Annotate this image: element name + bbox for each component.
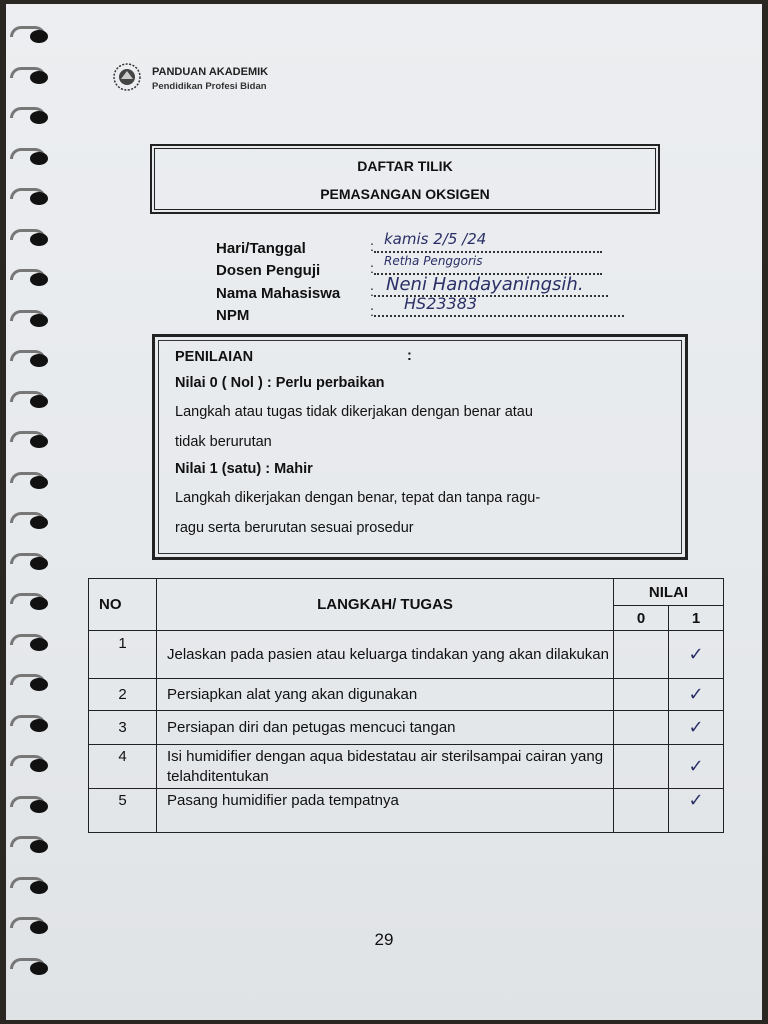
row-value-1-check: ✓	[669, 631, 724, 679]
hari-colon: :	[370, 238, 374, 254]
header-title: PANDUAN AKADEMIK	[152, 66, 269, 78]
row-task: Persiapkan alat yang akan digunakan	[157, 679, 614, 711]
penilaian-box	[152, 334, 688, 560]
row-task: Pasang humidifier pada tempatnya	[157, 789, 614, 833]
nilai0-desc-line1: Langkah atau tugas tidak dikerjakan dengan benar atau	[175, 404, 533, 420]
table-row	[89, 789, 724, 833]
table-row	[89, 711, 724, 745]
spiral-ring	[6, 470, 50, 490]
penilaian-colon: :	[407, 348, 412, 364]
row-no: 3	[89, 711, 157, 745]
checklist-title: DAFTAR TILIK	[357, 158, 453, 174]
nama-colon: :	[370, 283, 374, 299]
row-value-1-check: ✓	[669, 789, 724, 833]
document-page	[6, 4, 762, 1020]
spiral-binding	[6, 24, 56, 1024]
nilai0-title: Nilai 0 ( Nol ) : Perlu perbaikan	[175, 375, 385, 391]
col-0-header: 0	[614, 606, 669, 631]
procedure-title: PEMASANGAN OKSIGEN	[320, 186, 490, 202]
spiral-ring	[6, 834, 50, 854]
row-value-0	[614, 711, 669, 745]
spiral-ring	[6, 753, 50, 773]
row-task: Isi humidifier dengan aqua bidestatau air sterilsampai cairan yang telahditentukan	[157, 745, 614, 789]
spiral-ring	[6, 348, 50, 368]
dosen-penguji-label: Dosen Penguji	[216, 262, 321, 279]
table-row	[89, 745, 724, 789]
spiral-ring	[6, 267, 50, 287]
dosen-colon: :	[370, 260, 374, 276]
row-task: Jelaskan pada pasien atau keluarga tindakan yang akan dilakukan	[157, 631, 614, 679]
npm-colon: :	[370, 303, 374, 319]
hari-dotted-line	[374, 250, 602, 253]
spiral-ring	[6, 389, 50, 409]
spiral-ring	[6, 146, 50, 166]
spiral-ring	[6, 713, 50, 733]
spiral-ring	[6, 227, 50, 247]
row-no: 5	[89, 789, 157, 833]
spiral-ring	[6, 672, 50, 692]
row-no: 2	[89, 679, 157, 711]
dosen-penguji-value: Retha Penggoris	[384, 254, 483, 268]
row-value-0	[614, 789, 669, 833]
row-value-1-check: ✓	[669, 679, 724, 711]
row-value-0	[614, 745, 669, 789]
nama-mahasiswa-value: Neni Handayaningsih.	[386, 274, 584, 295]
spiral-ring	[6, 956, 50, 976]
page-number: 29	[374, 930, 394, 949]
nama-mahasiswa-label: Nama Mahasiswa	[216, 285, 341, 302]
row-value-0	[614, 631, 669, 679]
npm-dotted-line	[374, 314, 624, 317]
spiral-ring	[6, 24, 50, 44]
row-value-0	[614, 679, 669, 711]
spiral-ring	[6, 632, 50, 652]
spiral-ring	[6, 551, 50, 571]
row-no: 1	[89, 631, 157, 679]
npm-value: HS23383	[404, 294, 478, 313]
spiral-ring	[6, 591, 50, 611]
col-no-header: NO	[89, 579, 157, 631]
hari-tanggal-value: kamis 2/5 /24	[384, 230, 487, 248]
penilaian-heading: PENILAIAN	[175, 349, 254, 365]
nilai0-desc-line2: tidak berurutan	[175, 434, 272, 450]
nilai1-desc-line1: Langkah dikerjakan dengan benar, tepat dan tanpa ragu-	[175, 490, 541, 506]
spiral-ring	[6, 794, 50, 814]
row-task: Persiapan diri dan petugas mencuci tangan	[157, 711, 614, 745]
university-logo-icon	[110, 62, 144, 92]
spiral-ring	[6, 105, 50, 125]
spiral-ring	[6, 510, 50, 530]
spiral-ring	[6, 875, 50, 895]
spiral-ring	[6, 65, 50, 85]
hari-tanggal-label: Hari/Tanggal	[216, 240, 306, 257]
col-task-header: LANGKAH/ TUGAS	[157, 579, 614, 631]
header-subtitle: Pendidikan Profesi Bidan	[152, 81, 267, 92]
title-box	[150, 144, 660, 214]
spiral-ring	[6, 186, 50, 206]
npm-label: NPM	[216, 307, 250, 324]
row-no: 4	[89, 745, 157, 789]
spiral-ring	[6, 429, 50, 449]
nilai1-title: Nilai 1 (satu) : Mahir	[175, 461, 313, 477]
row-value-1-check: ✓	[669, 711, 724, 745]
table-row	[89, 631, 724, 679]
table-row	[89, 679, 724, 711]
row-value-1-check: ✓	[669, 745, 724, 789]
task-table	[88, 578, 724, 833]
nilai1-desc-line2: ragu serta berurutan sesuai prosedur	[175, 520, 414, 536]
col-nilai-header: NILAI	[614, 579, 724, 606]
spiral-ring	[6, 308, 50, 328]
col-1-header: 1	[669, 606, 724, 631]
